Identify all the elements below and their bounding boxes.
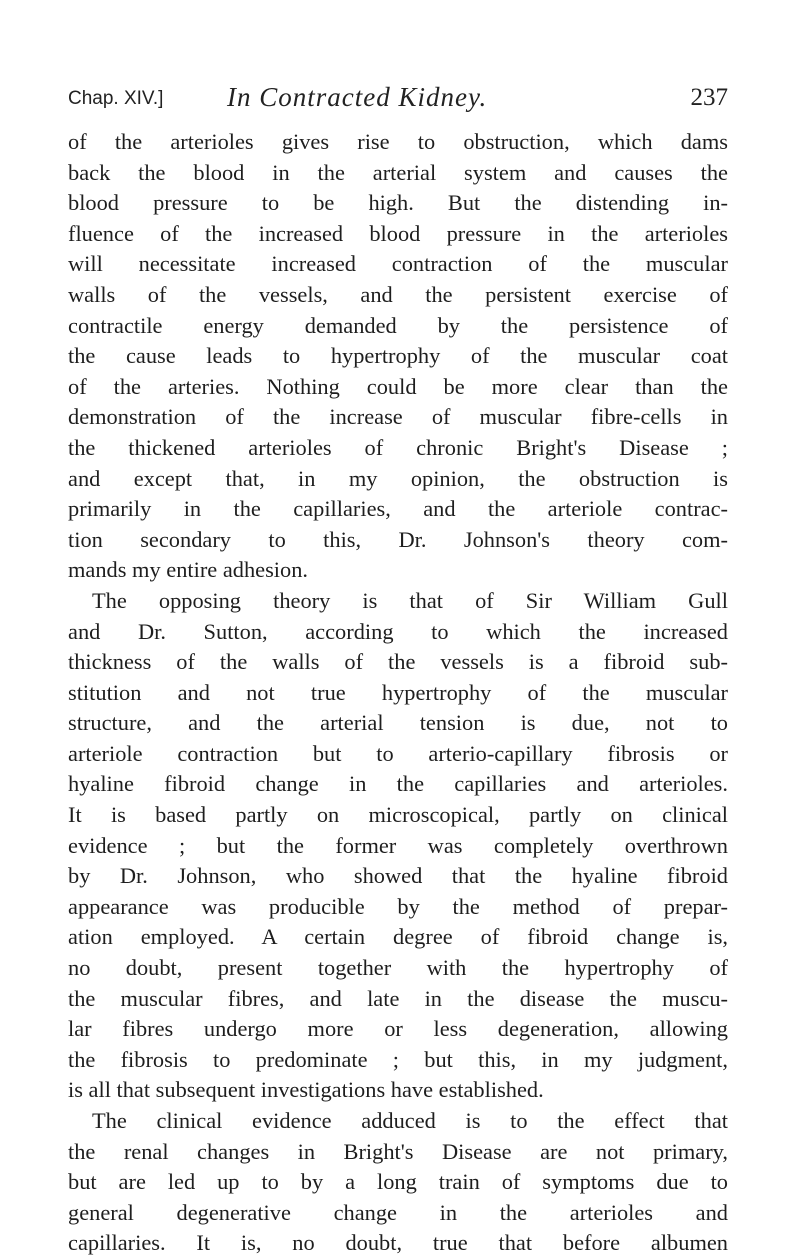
text-line: of the arteries. Nothing could be more clear than the	[68, 373, 728, 399]
text-line: blood pressure to be high. But the distending in-	[68, 190, 728, 216]
text-line: ation employed. A certain degree of fibroid change is,	[68, 924, 728, 950]
text-line: and except that, in my opinion, the obstruction is	[68, 465, 728, 491]
paragraph-start-line: The opposing theory is that of Sir William Gull	[92, 587, 728, 613]
text-line: tion secondary to this, Dr. Johnson's theory com-	[68, 526, 728, 552]
text-line: hyaline fibroid change in the capillaries and arterioles.	[68, 771, 728, 797]
text-line: of the arterioles gives rise to obstruction, which dams	[68, 129, 728, 154]
text-line: back the blood in the arterial system and causes the	[68, 159, 728, 185]
text-line: capillaries. It is, no doubt, true that before albumen	[68, 1230, 728, 1256]
text-line: demonstration of the increase of muscular fibre-cells in	[68, 404, 728, 430]
page-number: 237	[690, 84, 728, 111]
text-line: contractile energy demanded by the persistence of	[68, 312, 728, 338]
text-line: stitution and not true hypertrophy of the muscular	[68, 679, 728, 705]
text-line: the muscular fibres, and late in the disease the muscu-	[68, 985, 728, 1011]
text-line: by Dr. Johnson, who showed that the hyaline fibroid	[68, 863, 728, 889]
running-header	[68, 82, 728, 118]
text-line: thickness of the walls of the vessels is a fibroid sub-	[68, 649, 728, 675]
text-line: appearance was producible by the method of prepar-	[68, 893, 728, 919]
paragraph-end-line: is all that subsequent investigations have established.	[68, 1077, 544, 1103]
body-text	[68, 127, 728, 1259]
text-line: It is based partly on microscopical, partly on clinical	[68, 802, 728, 828]
text-line: evidence ; but the former was completely overthrown	[68, 832, 728, 858]
text-line: structure, and the arterial tension is due, not to	[68, 710, 728, 736]
text-line: but are led up to by a long train of symptoms due to	[68, 1169, 728, 1195]
text-line: the renal changes in Bright's Disease are not primary,	[68, 1138, 728, 1164]
text-line: the cause leads to hypertrophy of the muscular coat	[68, 343, 728, 369]
running-title: In Contracted Kidney.	[227, 82, 488, 112]
text-line: the thickened arterioles of chronic Bright's Disease ;	[68, 434, 728, 460]
text-line: general degenerative change in the arterioles and	[68, 1199, 728, 1225]
text-line: arteriole contraction but to arterio-capillary fibrosis or	[68, 740, 728, 766]
paragraph-start-line: The clinical evidence adduced is to the effect that	[92, 1108, 728, 1133]
text-line: primarily in the capillaries, and the arteriole contrac-	[68, 496, 728, 522]
text-line: walls of the vessels, and the persistent exercise of	[68, 281, 728, 307]
text-line: will necessitate increased contraction of the muscular	[68, 251, 728, 277]
text-line: the fibrosis to predominate ; but this, in my judgment,	[68, 1046, 728, 1072]
text-line: lar fibres undergo more or less degeneration, allowing	[68, 1016, 728, 1042]
paragraph-end-line: mands my entire adhesion.	[68, 557, 309, 583]
chapter-label: Chap. XIV.]	[68, 88, 164, 109]
text-line: no doubt, present together with the hypertrophy of	[68, 955, 728, 981]
text-line: fluence of the increased blood pressure in the arterioles	[68, 220, 728, 246]
text-line: and Dr. Sutton, according to which the increased	[68, 618, 728, 644]
